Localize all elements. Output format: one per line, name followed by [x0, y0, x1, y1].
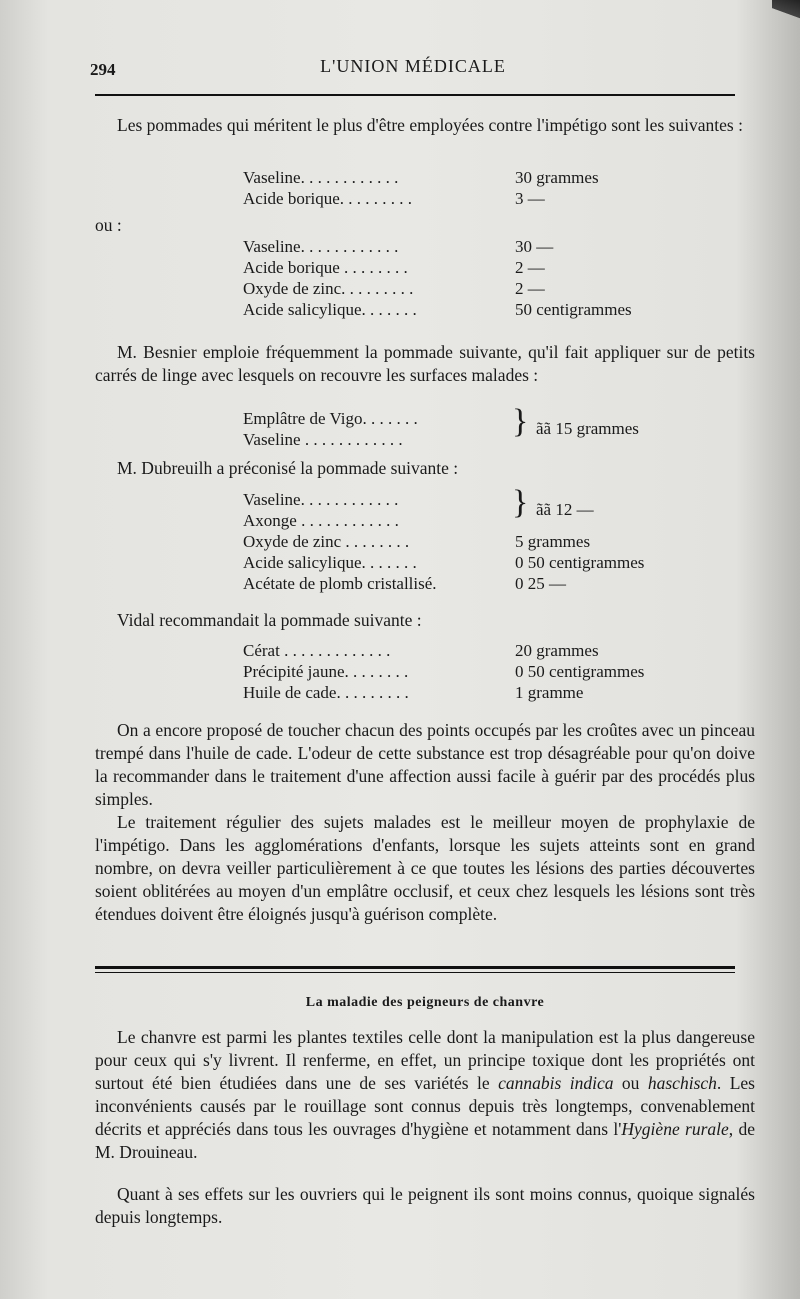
page-header [88, 52, 738, 82]
running-title: L'UNION MÉDICALE [320, 56, 506, 76]
page: 294 L'UNION MÉDICALE Les pommades qui méritent le plus d'être employées contre l'impétigo sont les suivantes : Vaseline. . . . . . . . . . . . 30 grammes Acide borique. . . . . . . . . 3 — ou : Vaseline. . . . . . . . . . . . 30 — Acide borique . . . . . . . . 2 — Oxyde de zinc. . . . . . . . . 2 — Acide salicylique. . . . . . . 50 centigrammes M. Besnier emploie fréquemment la pommade suivante, qu'il fait appliquer sur de petits carrés de linge avec lesquels on recouvre les surfaces malades : Emplâtre de Vigo. . . . . . . Vaseline . . . . . . . . . . . . } ãã 15 grammes M. Dubreuilh a préconisé la pommade suivante : Vaseline. . . . . . . . . . . . Axonge . . . . . . . . . . . . } ãã 12 — Oxyde de zinc . . . . . . . . 5 grammes Acide salicylique. . . . . . . 0 50 centigrammes Acétate de plomb cristallisé. 0 25 — Vidal recommandait la pommade suivante : Cérat . . . . . . . . . . . . . 20 grammes Précipité jaune. . . . . . . . 0 50 centigrammes Huile de cade. . . . . . . . . 1 gramme On a encore proposé de toucher chacun des points occupés par les croûtes avec un pinceau trempé dans l'huile de cade. L'odeur de cette substance est trop désagréable pour qu'on doive la recommander dans le traitement d'une affection aussi facile à guérir par des procédés plus simples. Le traitement régulier des sujets malades est le meilleur moyen de prophylaxie de l'impétigo. Dans les agglomérations d'enfants, lorsque les sujets atteints sont en grand nombre, on devra veiller particulièrement à ce que toutes les lésions des parties découvertes soient oblitérées au moyen d'un emplâtre occlusif, et ceux chez lesquels les lésions sont très étendues doivent être éloignés jusqu'à guérison complète. La maladie des peigneurs de chanvre Le chanvre est parmi les plantes textiles celle dont la manipulation est la plus dangereuse pour ceux qui s'y livrent. Il renferme, en effet, un principe toxique dont les propriétés ont surtout été bien étudiées dans une de ses variétés le cannabis indica ou haschisch. Les inconvénients causés par le rouillage sont connus depuis très longtemps, convenablement décrits et appréciés dans tous les ouvrages d'hygiène et notamment dans l'Hygiène rurale, de M. Drouineau. Quant à ses effets sur les ouvriers qui le peignent ils sont moins connus, quoique signalés depuis longtemps. [0, 0, 800, 1299]
cade-paragraph: On a encore proposé de toucher chacun des points occupés par les croûtes avec un pinceau trempé dans l'huile de cade. L'odeur de cette substance est trop désagréable pour qu'on doive la recommander dans le traitement d'une affection aussi facile à guérir par des procédés plus simples. [95, 720, 755, 809]
page-number: 294 [90, 60, 116, 79]
dubreuilh-paragraph: M. Dubreuilh a préconisé la pommade suivante : [117, 458, 459, 478]
vidal-paragraph: Vidal recommandait la pommade suivante : [117, 610, 422, 630]
section-rule-top [95, 966, 735, 969]
article-title: La maladie des peigneurs de chanvre [305, 995, 545, 1010]
chanvre-paragraph-2: Quant à ses effets sur les ouvriers qui le peignent ils sont moins connus, quoique signalés depuis longtemps. [95, 1184, 755, 1227]
page-corner-shadow [772, 0, 800, 30]
brace: } [512, 484, 529, 521]
term-cannabis-indica: cannabis indica [498, 1073, 614, 1093]
brace: } [512, 403, 529, 440]
formula-3-quantity: ãã 15 grammes [536, 419, 639, 438]
section-rule-bottom [95, 972, 735, 973]
besnier-paragraph: M. Besnier emploie fréquemment la pommade suivante, qu'il fait appliquer sur de petits carrés de linge avec lesquels on recouvre les surfaces malades : [95, 342, 755, 385]
header-rule [95, 94, 735, 96]
title-hygiene-rurale: Hygiène rurale [621, 1119, 729, 1139]
traitement-paragraph: Le traitement régulier des sujets malades est le meilleur moyen de prophylaxie de l'impétigo. Dans les agglomérations d'enfants, lorsque les sujets atteints sont en grand nombre, on devra veiller particulièrement à ce que toutes les lésions des parties découvertes soient oblitérées au moyen d'un emplâtre occlusif, et ceux chez lesquels les lésions sont très étendues doivent être éloignés jusqu'à guérison complète. [95, 812, 755, 924]
term-haschisch: haschisch [647, 1073, 717, 1093]
formula-4-braced-quantity: ãã 12 — [536, 500, 594, 519]
intro-paragraph: Les pommades qui méritent le plus d'être employées contre l'impétigo sont les suivantes : [117, 115, 743, 135]
ou-label: ou : [95, 215, 122, 235]
chanvre-paragraph-1: Le chanvre est parmi les plantes textiles celle dont la manipulation est la plus dangereuse pour ceux qui s'y livrent. Il renferme, en effet, un principe toxique dont les propriétés ont surtout été bien étudiées dans une de ses variétés le cannabis indica ou haschisch. Les inconvénients causés par le rouillage sont connus depuis très longtemps, convenablement décrits et appréciés dans tous les ouvrages d'hygiène et notamment dans l'Hygiène rurale, de M. Drouineau. [95, 1027, 755, 1162]
